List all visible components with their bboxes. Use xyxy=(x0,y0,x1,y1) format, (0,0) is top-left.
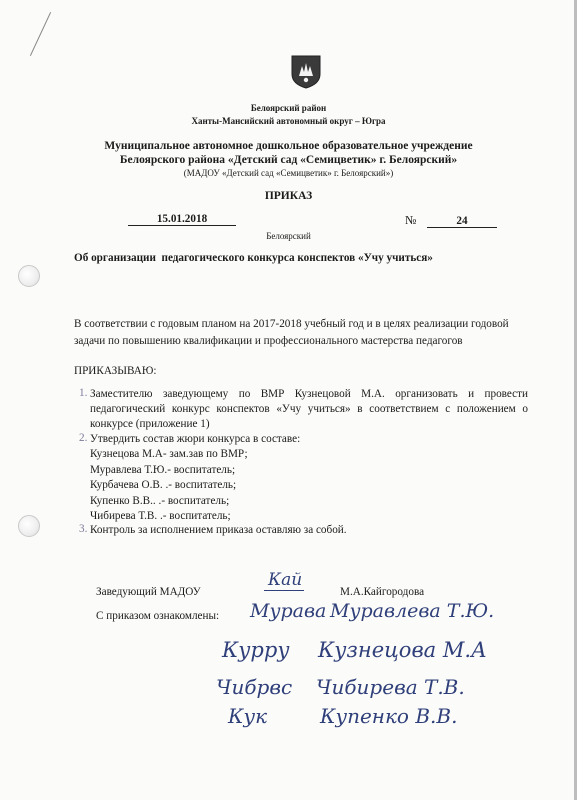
coat-of-arms-emblem xyxy=(290,54,322,90)
number-sign: № xyxy=(405,213,417,227)
org-name-line1: Муниципальное автономное дошкольное образовательное учреждение xyxy=(104,140,473,152)
jury-member: Муравлева Т.Ю.- воспитатель; xyxy=(90,463,236,476)
handwritten-name-3: Чибирева Т.В. xyxy=(316,675,465,699)
district-line: Белоярский район xyxy=(250,103,327,113)
jury-list xyxy=(90,447,248,525)
order-date: 15.01.2018 xyxy=(128,213,236,226)
head-signature-stroke xyxy=(264,590,304,591)
item2-number: 2. xyxy=(79,432,88,444)
order-title: ПРИКАЗ xyxy=(264,190,313,202)
handwritten-name-1: Муравлева Т.Ю. xyxy=(330,600,495,622)
punch-hole-top xyxy=(18,265,40,287)
order-number: 24 xyxy=(427,215,497,228)
handwritten-name-4: Купенко В.В. xyxy=(320,704,458,728)
okrug-line: Ханты-Мансийский автономный округ – Югра xyxy=(191,116,386,126)
signature-3: Чибрвс xyxy=(216,675,293,699)
org-name-line2: Белоярского района «Детский сад «Семицветик» г. Белоярский» xyxy=(119,154,458,166)
head-label: Заведующий МАДОУ xyxy=(96,586,201,598)
signature-2: Курру xyxy=(222,638,290,662)
handwritten-name-2: Кузнецова М.А xyxy=(318,638,487,662)
item1-number: 1. xyxy=(79,387,88,399)
order-subject: Об организации педагогического конкурса конспектов «Учу учиться» xyxy=(74,252,433,264)
head-name: М.А.Кайгородова xyxy=(340,586,425,598)
head-signature: Кай xyxy=(268,570,303,590)
staple-mark xyxy=(30,12,51,56)
item3-line1: Контроль за исполнением приказа оставляю за собой. xyxy=(90,524,347,536)
signature-4: Кук xyxy=(228,704,268,728)
jury-member: Чибирева Т.В. .- воспитатель; xyxy=(90,510,231,522)
item2-line1: Утвердить состав жюри конкурса в составе: xyxy=(90,433,301,445)
item3-number: 3. xyxy=(79,523,88,535)
signature-1: Мурава xyxy=(250,600,327,622)
jury-member: Курбачева О.В. .- воспитатель; xyxy=(90,479,237,491)
item1-line1: Заместителю заведующему по ВМР Кузнецовой М.А. организовать и провести xyxy=(90,388,528,400)
item1-line2: педагогический конкурс конспектов «Учу учиться» в соответствием с положением о xyxy=(90,403,528,415)
punch-hole-bottom xyxy=(18,515,40,537)
preamble-line2: задачи по повышению квалификации и профессионального мастерства педагогов xyxy=(74,335,463,347)
jury-member: Купенко В.В.. .- воспитатель; xyxy=(90,494,230,507)
acknowledged-label: С приказом ознакомлены: xyxy=(96,610,220,622)
directive: ПРИКАЗЫВАЮ: xyxy=(74,365,157,377)
order-city: Белоярский xyxy=(266,231,311,241)
org-short-name: (МАДОУ «Детский сад «Семицветик» г. Белоярский») xyxy=(183,168,394,178)
preamble-line1: В соответствии с годовым планом на 2017-2018 учебный год и в целях реализации годовой xyxy=(74,318,509,330)
item1-line3: конкурсе (приложение 1) xyxy=(90,418,210,430)
jury-member: Кузнецова М.А- зам.зав по ВМР; xyxy=(90,448,248,460)
